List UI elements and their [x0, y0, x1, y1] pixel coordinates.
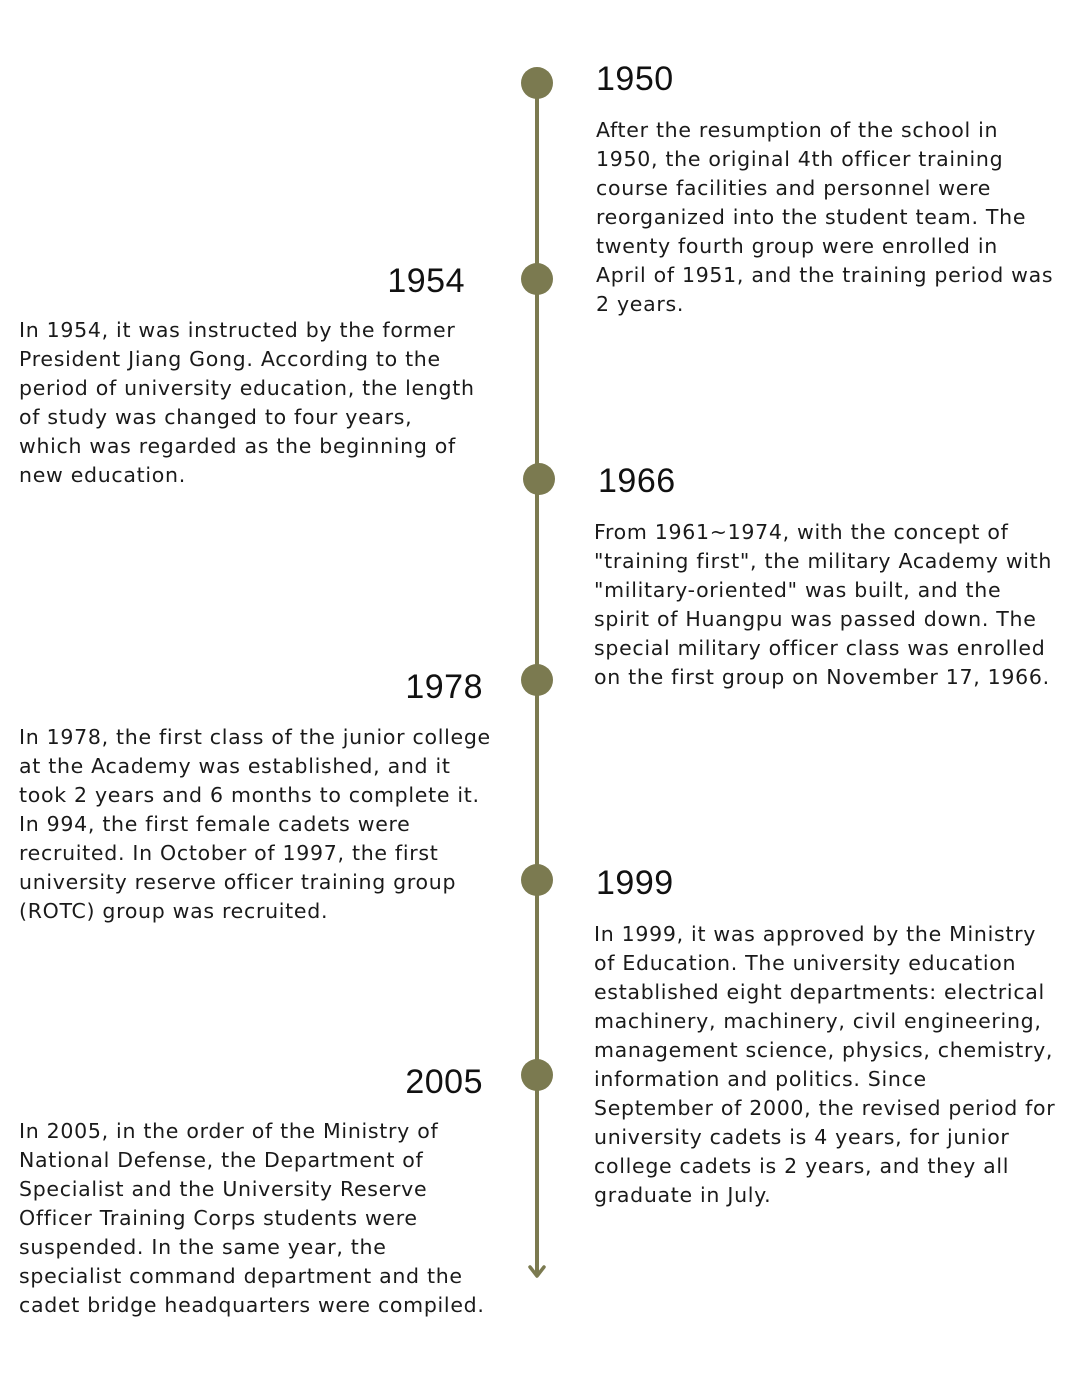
- timeline-marker-2005: [521, 1059, 553, 1091]
- event-year-1950: 1950: [596, 60, 674, 98]
- event-year-1954: 1954: [387, 262, 465, 300]
- arrow-down-icon: [527, 1264, 547, 1280]
- event-description-1950: After the resumption of the school in 1950, the original 4th officer training course facilities and personnel were reorganized into the student team. The twenty fourth group were enrolled in April of 1951, and the training period was 2 years.: [596, 118, 1054, 316]
- event-description-1966: From 1961~1974, with the concept of "training first", the military Academy with "military-oriented" was built, and the spirit of Huangpu was passed down. The special military officer class was enrolled on the first group on November 17, 1966.: [594, 520, 1053, 689]
- event-year-2005: 2005: [405, 1063, 483, 1101]
- event-year-1999: 1999: [596, 864, 674, 902]
- timeline-marker-1966: [523, 463, 555, 495]
- event-description-2005: In 2005, in the order of the Ministry of National Defense, the Department of Specialist and the University Reserve Officer Training Corps students were suspended. In the same year, the specialist command department and the cadet bridge headquarters were compiled.: [19, 1119, 485, 1317]
- event-description-1954: In 1954, it was instructed by the former President Jiang Gong. According to the period of university education, the length of study was changed to four years, which was regarded as the beginning of new education.: [19, 318, 475, 487]
- timeline-marker-1954: [521, 263, 553, 295]
- timeline-marker-1950: [521, 67, 553, 99]
- event-year-1978: 1978: [405, 668, 483, 706]
- event-description-1999: In 1999, it was approved by the Ministry of Education. The university education established eight departments: electrical machinery, machinery, civil engineering, management science, physics, chemistry, information and politics. Since September of 2000, the revised period for university cadets is 4 years, for junior college cadets is 2 years, and they all graduate in July.: [594, 922, 1056, 1207]
- timeline-marker-1978: [521, 664, 553, 696]
- event-description-1978: In 1978, the first class of the junior college at the Academy was established, and it took 2 years and 6 months to complete it. In 994, the first female cadets were recruited. In October of 1997, the first university reserve officer training group (ROTC) group was recruited.: [19, 725, 491, 923]
- timeline-marker-1999: [521, 864, 553, 896]
- event-year-1966: 1966: [598, 462, 676, 500]
